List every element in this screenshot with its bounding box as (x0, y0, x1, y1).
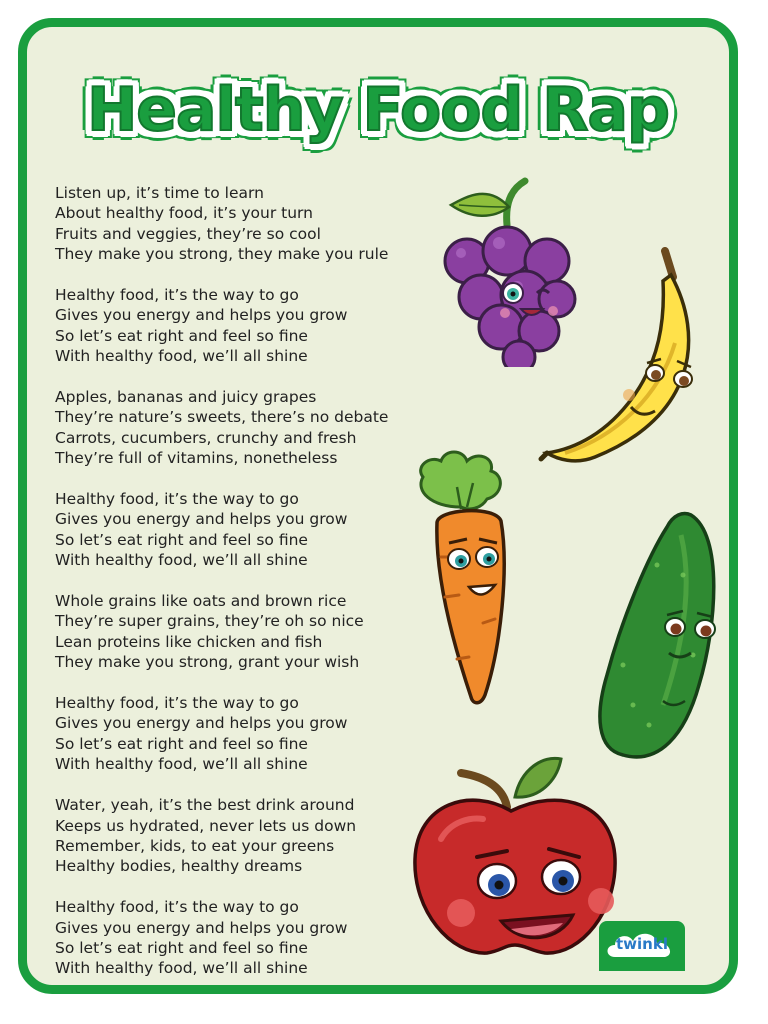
verse (55, 897, 455, 979)
verse (55, 795, 455, 877)
lyric-line: About healthy food, it’s your turn (55, 204, 313, 223)
lyric-line: With healthy food, we’ll all shine (55, 347, 308, 366)
lyric-line: So let’s eat right and feel so fine (55, 326, 308, 345)
verse (55, 183, 455, 265)
verse (55, 387, 455, 469)
verse (55, 489, 455, 571)
lyric-line: Water, yeah, it’s the best drink around (55, 796, 355, 815)
lyric-line: They’re full of vitamins, nonetheless (55, 449, 338, 468)
lyric-line: Whole grains like oats and brown rice (55, 592, 347, 611)
lyric-line: Healthy food, it’s the way to go (55, 898, 299, 917)
twinkl-logo-text: twinkl (616, 935, 668, 953)
lyric-line: Healthy food, it’s the way to go (55, 286, 299, 305)
apple-icon (411, 751, 621, 961)
lyrics (55, 183, 455, 994)
lyric-line: Gives you energy and helps you grow (55, 918, 348, 937)
lyric-line: Listen up, it’s time to learn (55, 184, 264, 202)
lyric-line: So let’s eat right and feel so fine (55, 530, 308, 549)
twinkl-logo (599, 921, 685, 971)
lyric-line: Healthy bodies, healthy dreams (55, 857, 303, 876)
lyric-line: Gives you energy and helps you grow (55, 714, 348, 733)
lyric-line: So let’s eat right and feel so fine (55, 938, 308, 957)
lyric-line: Gives you energy and helps you grow (55, 306, 348, 325)
lyric-line: They make you strong, they make you rule (55, 245, 389, 264)
verse (55, 285, 455, 367)
lyric-line: Apples, bananas and juicy grapes (55, 388, 317, 407)
lyric-line: They make you strong, grant your wish (55, 653, 360, 672)
lyric-line: With healthy food, we’ll all shine (55, 755, 308, 774)
lyric-line: With healthy food, we’ll all shine (55, 959, 308, 978)
lyric-line: Keeps us hydrated, never lets us down (55, 816, 357, 835)
verse (55, 591, 455, 673)
lyric-line: Healthy food, it’s the way to go (55, 490, 299, 509)
page-title: Healthy Food Rap (87, 75, 669, 145)
lyric-line: They’re nature’s sweets, there’s no debate (55, 408, 389, 427)
lyric-line: Lean proteins like chicken and fish (55, 632, 323, 651)
lyric-line: Healthy food, it’s the way to go (55, 694, 299, 713)
lyric-line: So let’s eat right and feel so fine (55, 734, 308, 753)
lyric-line: With healthy food, we’ll all shine (55, 551, 308, 570)
lyric-line: Fruits and veggies, they’re so cool (55, 224, 321, 243)
cucumber-icon (593, 505, 723, 765)
lyric-line: Remember, kids, to eat your greens (55, 836, 335, 855)
carrot-icon (401, 447, 531, 707)
verse (55, 693, 455, 775)
lyric-line: They’re super grains, they’re oh so nice (55, 612, 364, 631)
lyric-line: Carrots, cucumbers, crunchy and fresh (55, 428, 357, 447)
lyric-line: Gives you energy and helps you grow (55, 510, 348, 529)
poster (18, 18, 738, 994)
banana-icon (535, 247, 715, 467)
